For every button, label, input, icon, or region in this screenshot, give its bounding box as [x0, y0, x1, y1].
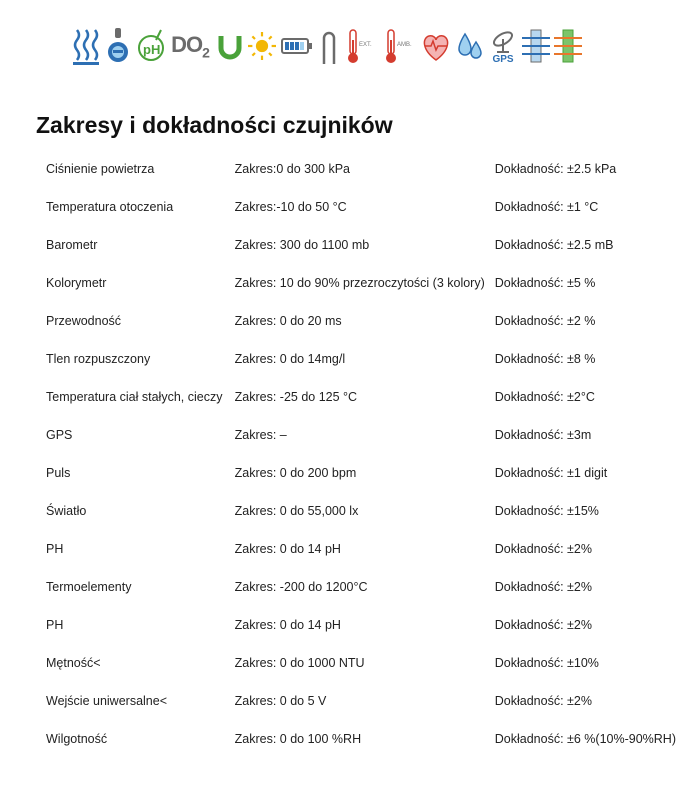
- table-row: [36, 682, 676, 720]
- sensor-name: Światło: [46, 504, 87, 518]
- sensor-name: Termoelementy: [46, 580, 132, 594]
- table-row: [36, 188, 676, 226]
- airflow-icon: [522, 26, 550, 66]
- table-row: [36, 530, 676, 568]
- amb-thermometer-icon: [382, 26, 416, 66]
- table-row: [36, 264, 676, 302]
- table-row: [36, 340, 676, 378]
- water-drops-icon: [456, 26, 484, 66]
- sensor-range: Zakres: -200 do 1200°C: [234, 580, 368, 594]
- table-row: [36, 568, 676, 606]
- sensor-name: Temperatura otoczenia: [46, 200, 174, 214]
- sensor-accuracy: Dokładność: ±2.5 kPa: [494, 162, 617, 176]
- sensor-accuracy: Dokładność: ±2%: [494, 542, 592, 556]
- sensor-accuracy: Dokładność: ±2%: [494, 694, 592, 708]
- ph-icon-label: pH: [143, 42, 161, 57]
- heat-icon: [554, 26, 582, 66]
- sensor-range: Zakres: 300 do 1100 mb: [234, 238, 370, 252]
- sensor-accuracy: Dokładność: ±1 °C: [494, 200, 599, 214]
- sensor-name: Przewodność: [46, 314, 122, 328]
- sensor-name: GPS: [46, 428, 73, 442]
- sensor-range: Zakres: 0 do 20 ms: [234, 314, 342, 328]
- sensor-accuracy: Dokładność: ±5 %: [494, 276, 596, 290]
- sensor-accuracy: Dokładność: ±6 %(10%-90%RH): [494, 732, 676, 746]
- do2-subscript: 2: [202, 44, 209, 61]
- sensor-range: Zakres: -25 do 125 °C: [234, 390, 358, 404]
- do2-label: DO: [171, 31, 203, 57]
- sensor-name: PH: [46, 542, 64, 556]
- do2-icon: [168, 26, 212, 66]
- sensor-accuracy: Dokładność: ±2.5 mB: [494, 238, 614, 252]
- sensor-name: Barometr: [46, 238, 98, 252]
- ph-icon: [136, 26, 164, 66]
- sensor-accuracy: Dokładność: ±2°C: [494, 390, 595, 404]
- sensor-name: Puls: [46, 466, 71, 480]
- sensor-name: Wilgotność: [46, 732, 108, 746]
- table-row: [36, 378, 676, 416]
- table-row: [36, 226, 676, 264]
- sensor-accuracy: Dokładność: ±2 %: [494, 314, 596, 328]
- sensor-accuracy: Dokładność: ±15%: [494, 504, 599, 518]
- sensor-name: PH: [46, 618, 64, 632]
- sensor-range: Zakres:-10 do 50 °C: [234, 200, 347, 214]
- sensor-range: Zakres: 0 do 1000 NTU: [234, 656, 365, 670]
- sensor-range: Zakres: 0 do 55,000 lx: [234, 504, 359, 518]
- table-row: [36, 644, 676, 682]
- ext-label: EXT.: [359, 42, 372, 48]
- gps-icon: [488, 26, 518, 66]
- sensor-range: Zakres: 0 do 14mg/l: [234, 352, 346, 366]
- sensor-name: Kolorymetr: [46, 276, 107, 290]
- page-title: Zakresy i dokładności czujników: [36, 112, 393, 138]
- sensor-name: Wejście uniwersalne<: [46, 694, 168, 708]
- amb-label: AMB.: [397, 42, 412, 48]
- sensor-accuracy: Dokładność: ±8 %: [494, 352, 596, 366]
- sensor-name: Tlen rozpuszczony: [46, 352, 151, 366]
- sun-icon: [248, 26, 276, 66]
- sensor-range: Zakres: 0 do 100 %RH: [234, 732, 362, 746]
- sensor-range: Zakres: 0 do 200 bpm: [234, 466, 357, 480]
- sensor-name: Mętność<: [46, 656, 101, 670]
- sensor-range: Zakres: 10 do 90% przezroczytości (3 kolory): [234, 276, 485, 290]
- ext-thermometer-icon: [344, 26, 378, 66]
- sensor-icon-strip: [72, 24, 592, 68]
- heart-pulse-icon: [420, 26, 452, 66]
- sensor-accuracy: Dokładność: ±3m: [494, 428, 592, 442]
- barometer-icon: [104, 26, 132, 66]
- table-row: [36, 454, 676, 492]
- sensor-table-body: [36, 150, 676, 758]
- table-row: [36, 416, 676, 454]
- sensor-name: Temperatura ciał stałych, cieczy: [46, 390, 223, 404]
- table-row: [36, 720, 676, 758]
- table-row: [36, 492, 676, 530]
- magnet-icon: [216, 26, 244, 66]
- sensor-accuracy: Dokładność: ±2%: [494, 618, 592, 632]
- gps-label: GPS: [492, 53, 514, 65]
- humidity-icon: [72, 26, 100, 66]
- sensor-accuracy: Dokładność: ±10%: [494, 656, 599, 670]
- table-row: [36, 302, 676, 340]
- probe-icon: [318, 26, 340, 66]
- sensor-range: Zakres:0 do 300 kPa: [234, 162, 351, 176]
- sensor-range: Zakres: 0 do 5 V: [234, 694, 327, 708]
- sensor-range: Zakres: 0 do 14 pH: [234, 618, 341, 632]
- sensor-range: Zakres: 0 do 14 pH: [234, 542, 341, 556]
- table-row: [36, 150, 676, 188]
- sensor-accuracy: Dokładność: ±1 digit: [494, 466, 608, 480]
- sensor-name: Ciśnienie powietrza: [46, 162, 155, 176]
- battery-icon: [280, 26, 314, 66]
- sensor-accuracy: Dokładność: ±2%: [494, 580, 592, 594]
- sensor-table: [36, 150, 676, 758]
- table-row: [36, 606, 676, 644]
- sensor-range: Zakres: –: [234, 428, 287, 442]
